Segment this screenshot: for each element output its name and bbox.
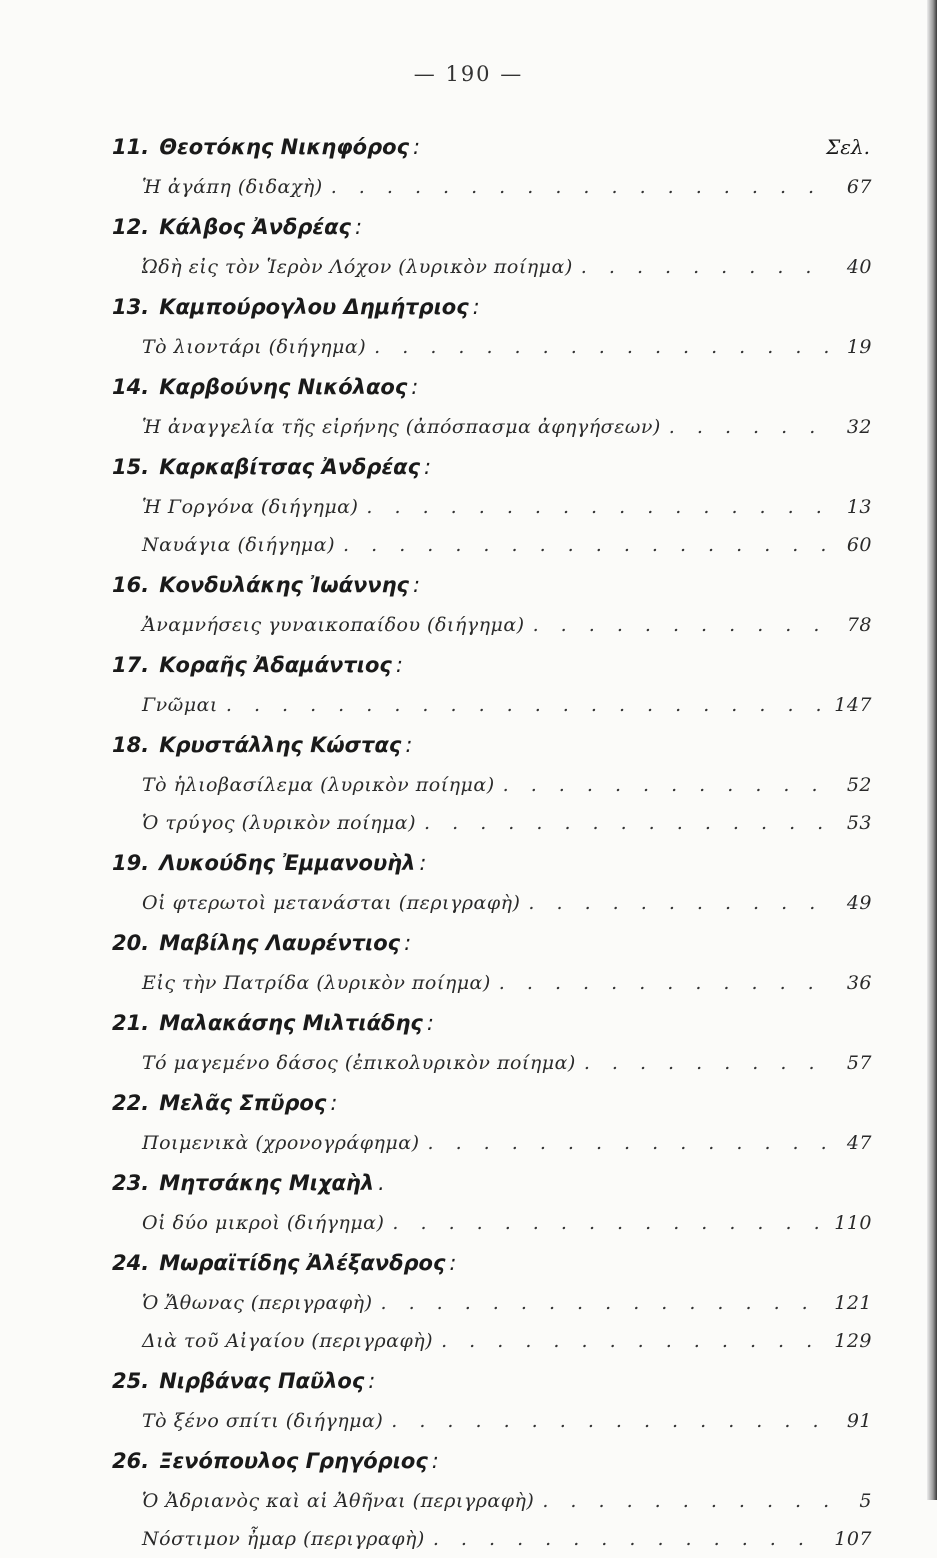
- toc-work-row: [112, 686, 872, 724]
- toc-author-row: [112, 1242, 872, 1284]
- entry-number: 14.: [112, 375, 150, 399]
- entry-number: 16.: [112, 573, 150, 597]
- work-page-number: 121: [834, 1292, 872, 1314]
- work-title: Ἡ ἀγάπη (διδαχὴ): [142, 176, 323, 198]
- author-name: Μελᾶς Σπῦρος: [159, 1091, 327, 1115]
- toc-work-row: [112, 488, 872, 526]
- entry-number: 11.: [112, 135, 150, 159]
- work-title: Ὁ τρύγος (λυρικὸν ποίημα): [142, 812, 417, 834]
- work-page-number: 49: [846, 892, 872, 914]
- work-title: Ναυάγια (διήγημα): [142, 534, 336, 556]
- work-title: Νόστιμον ἦμαρ (περιγραφὴ): [142, 1528, 425, 1550]
- author-heading: [112, 1440, 439, 1482]
- work-title: Τό μαγεμένο δάσος (ἐπικολυρικὸν ποίημα): [142, 1052, 576, 1074]
- work-title: Οἱ φτερωτοὶ μετανάσται (περιγραφὴ): [142, 892, 521, 914]
- author-name: Καρβούνης Νικόλαος: [159, 375, 408, 399]
- colon-separator: :: [424, 455, 432, 479]
- dot-leader: [533, 606, 830, 644]
- colon-separator: :: [411, 375, 419, 399]
- work-title: Ἡ ἀναγγελία τῆς εἰρήνης (ἀπόσπασμα ἀφηγήσεων): [142, 416, 661, 438]
- author-heading: [112, 366, 418, 408]
- toc-author-row: [112, 644, 872, 686]
- author-name: Καμπούρογλου Δημήτριος: [159, 295, 469, 319]
- work-page-number: 147: [834, 694, 872, 716]
- author-heading: [112, 564, 420, 606]
- page-column-label: Σελ.: [826, 135, 870, 159]
- entry-number: 22.: [112, 1091, 150, 1115]
- author-heading: [112, 286, 480, 328]
- entry-number: 17.: [112, 653, 150, 677]
- colon-separator: :: [431, 1449, 439, 1473]
- dot-leader: [499, 964, 830, 1002]
- author-name: Μαβίλης Λαυρέντιος: [159, 931, 401, 955]
- author-heading: [112, 446, 431, 488]
- work-page-number: 53: [846, 812, 872, 834]
- toc-work-row: [112, 606, 872, 644]
- dot-leader: [380, 1284, 826, 1322]
- colon-separator: :: [405, 733, 413, 757]
- work-page-number: 19: [846, 336, 872, 358]
- toc-work-row: [112, 1482, 872, 1520]
- author-name: Μωραϊτίδης Ἀλέξανδρος: [159, 1251, 446, 1275]
- author-name: Λυκούδης Ἐμμανουὴλ: [159, 851, 416, 875]
- author-heading: [112, 1082, 337, 1124]
- work-title: Οἱ δύο μικροὶ (διήγημα): [142, 1212, 385, 1234]
- colon-separator: :: [330, 1091, 338, 1115]
- work-page-number: 52: [846, 774, 872, 796]
- page-edge-shadow: [927, 0, 937, 1500]
- entry-number: 15.: [112, 455, 150, 479]
- toc-author-row: [112, 564, 872, 606]
- author-heading: [112, 724, 412, 766]
- work-title: Ἡ Γοργόνα (διήγημα): [142, 496, 359, 518]
- dot-leader: [441, 1322, 826, 1360]
- author-name: Κοραῆς Ἀδαμάντιος: [159, 653, 392, 677]
- dot-leader: [433, 1520, 826, 1558]
- toc-author-row: [112, 1440, 872, 1482]
- work-title: Διὰ τοῦ Αἰγαίου (περιγραφὴ): [142, 1330, 434, 1352]
- work-page-number: 110: [834, 1212, 872, 1234]
- colon-separator: :: [426, 1011, 434, 1035]
- colon-separator: :: [413, 573, 421, 597]
- colon-separator: :: [449, 1251, 457, 1275]
- toc-author-row: [112, 1162, 872, 1204]
- work-page-number: 67: [846, 176, 872, 198]
- colon-separator: :: [419, 851, 427, 875]
- author-heading: [112, 1002, 434, 1044]
- toc-work-row: [112, 1044, 872, 1082]
- author-heading: [112, 644, 403, 686]
- dot-leader: [503, 766, 830, 804]
- author-heading: [112, 206, 362, 248]
- author-name: Θεοτόκης Νικηφόρος: [159, 135, 410, 159]
- work-page-number: 129: [834, 1330, 872, 1352]
- work-page-number: 13: [846, 496, 872, 518]
- author-name: Νιρβάνας Παῦλος: [159, 1369, 365, 1393]
- toc-author-row: [112, 286, 872, 328]
- toc-work-row: [112, 1124, 872, 1162]
- dot-leader: [366, 488, 830, 526]
- toc-work-row: [112, 168, 872, 206]
- toc-work-row: [112, 328, 872, 366]
- colon-separator: :: [368, 1369, 376, 1393]
- table-of-contents: [112, 126, 872, 1558]
- entry-number: 13.: [112, 295, 150, 319]
- toc-author-row: [112, 1082, 872, 1124]
- work-title: Τὸ ξένο σπίτι (διήγημα): [142, 1410, 384, 1432]
- colon-separator: :: [355, 215, 363, 239]
- entry-number: 26.: [112, 1449, 150, 1473]
- toc-work-row: [112, 408, 872, 446]
- dot-leader: [581, 248, 830, 286]
- author-name: Κρυστάλλης Κώστας: [159, 733, 402, 757]
- entry-number: 24.: [112, 1251, 150, 1275]
- dot-leader: [391, 1402, 830, 1440]
- work-page-number: 32: [846, 416, 872, 438]
- toc-author-row: [112, 1002, 872, 1044]
- toc-author-row: [112, 922, 872, 964]
- toc-work-row: [112, 1402, 872, 1440]
- page-number: — 190 —: [413, 62, 524, 86]
- toc-work-row: [112, 884, 872, 922]
- toc-author-row: [112, 206, 872, 248]
- toc-work-row: [112, 766, 872, 804]
- toc-work-row: [112, 248, 872, 286]
- work-page-number: 91: [846, 1410, 872, 1432]
- author-name: Κονδυλάκης Ἰωάννης: [159, 573, 409, 597]
- entry-number: 25.: [112, 1369, 150, 1393]
- author-name: Ξενόπουλος Γρηγόριος: [159, 1449, 428, 1473]
- toc-author-row: [112, 724, 872, 766]
- toc-author-row: [112, 446, 872, 488]
- author-heading: [112, 842, 427, 884]
- work-title: Ὁ Ἀδριανὸς καὶ αἱ Ἀθῆναι (περιγραφὴ): [142, 1490, 535, 1512]
- colon-separator: .: [378, 1171, 385, 1195]
- work-title: Τὸ ἡλιοβασίλεμα (λυρικὸν ποίημα): [142, 774, 495, 796]
- toc-work-row: [112, 964, 872, 1002]
- dot-leader: [584, 1044, 830, 1082]
- dot-leader: [374, 328, 830, 366]
- toc-author-row: [112, 842, 872, 884]
- author-heading: [112, 922, 411, 964]
- dot-leader: [226, 686, 826, 724]
- toc-work-row: [112, 1284, 872, 1322]
- author-name: Μητσάκης Μιχαὴλ: [159, 1171, 375, 1195]
- author-heading: [112, 126, 420, 168]
- author-name: Καρκαβίτσας Ἀνδρέας: [159, 455, 421, 479]
- work-title: Ἀναμνήσεις γυναικοπαίδου (διήγημα): [142, 614, 525, 636]
- dot-leader: [669, 408, 830, 446]
- entry-number: 23.: [112, 1171, 150, 1195]
- entry-number: 20.: [112, 931, 150, 955]
- author-heading: [112, 1360, 375, 1402]
- work-page-number: 107: [834, 1528, 872, 1550]
- work-page-number: 57: [846, 1052, 872, 1074]
- colon-separator: :: [472, 295, 480, 319]
- entry-number: 19.: [112, 851, 150, 875]
- dot-leader: [343, 526, 830, 564]
- work-page-number: 36: [846, 972, 872, 994]
- work-page-number: 60: [846, 534, 872, 556]
- dot-leader: [331, 168, 830, 206]
- work-page-number: 5: [859, 1490, 872, 1512]
- entry-number: 21.: [112, 1011, 150, 1035]
- toc-work-row: [112, 804, 872, 842]
- toc-work-row: [112, 1520, 872, 1558]
- work-title: Ὠδὴ εἰς τὸν Ἱερὸν Λόχον (λυρικὸν ποίημα): [142, 256, 573, 278]
- dot-leader: [424, 804, 830, 842]
- toc-author-row: [112, 126, 872, 168]
- dot-leader: [428, 1124, 831, 1162]
- author-name: Κάλβος Ἀνδρέας: [159, 215, 351, 239]
- work-page-number: 40: [846, 256, 872, 278]
- colon-separator: :: [413, 135, 421, 159]
- author-heading: [112, 1242, 457, 1284]
- toc-author-row: [112, 1360, 872, 1402]
- dot-leader: [542, 1482, 830, 1520]
- work-title: Εἰς τὴν Πατρίδα (λυρικὸν ποίημα): [142, 972, 491, 994]
- work-title: Γνῶμαι: [142, 694, 218, 716]
- entry-number: 18.: [112, 733, 150, 757]
- dot-leader: [392, 1204, 826, 1242]
- toc-work-row: [112, 1204, 872, 1242]
- colon-separator: :: [395, 653, 403, 677]
- work-page-number: 78: [846, 614, 872, 636]
- colon-separator: :: [404, 931, 412, 955]
- toc-author-row: [112, 366, 872, 408]
- work-title: Τὸ λιοντάρι (διήγημα): [142, 336, 367, 358]
- author-name: Μαλακάσης Μιλτιάδης: [159, 1011, 423, 1035]
- toc-work-row: [112, 1322, 872, 1360]
- work-title: Ποιμενικὰ (χρονογράφημα): [142, 1132, 420, 1154]
- entry-number: 12.: [112, 215, 150, 239]
- work-title: Ὁ Ἄθωνας (περιγραφὴ): [142, 1292, 373, 1314]
- toc-work-row: [112, 526, 872, 564]
- author-heading: [112, 1162, 385, 1204]
- dot-leader: [528, 884, 830, 922]
- work-page-number: 47: [846, 1132, 872, 1154]
